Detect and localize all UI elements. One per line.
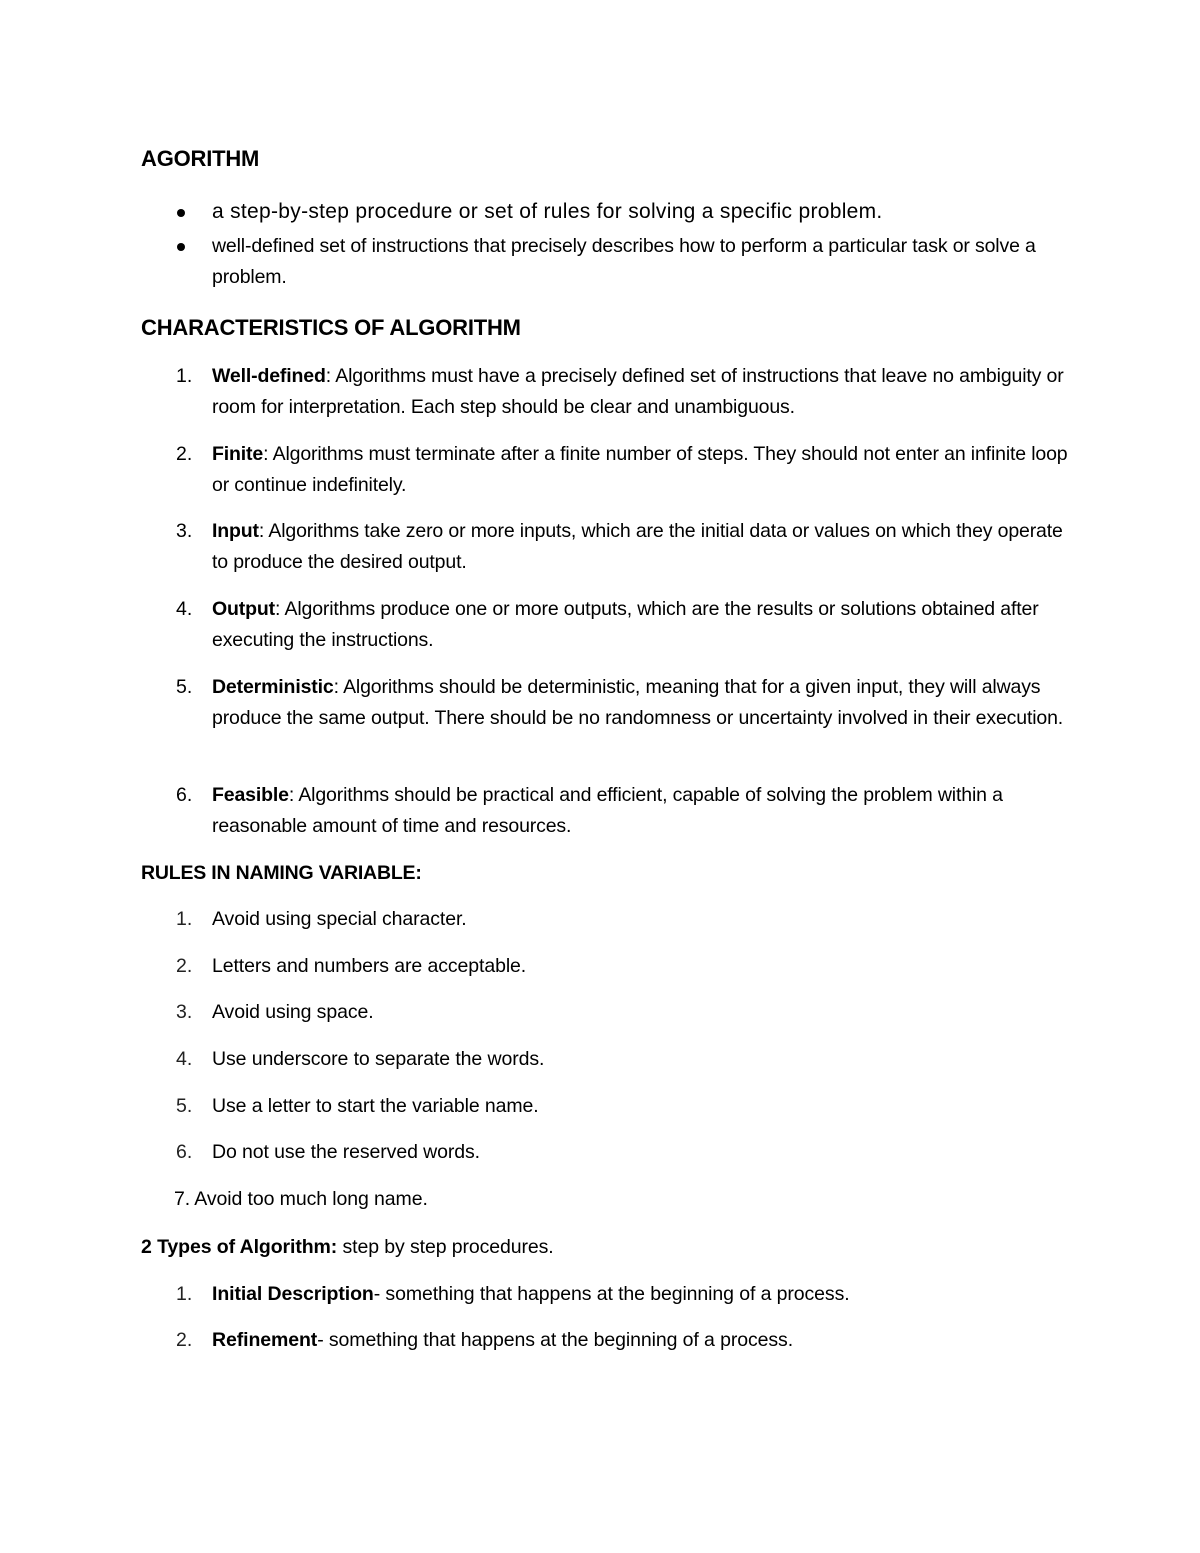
term-separator: : xyxy=(333,676,339,698)
list-number: 2. xyxy=(176,443,193,465)
term-separator: : xyxy=(288,784,295,806)
characteristic-item xyxy=(212,516,1072,578)
term-separator: : xyxy=(275,598,281,620)
list-number: 1. xyxy=(176,365,193,387)
list-number: 2. xyxy=(176,1329,193,1351)
list-number: 5. xyxy=(176,676,193,698)
types-heading-rest: step by step procedures. xyxy=(337,1236,554,1258)
term-label: Input xyxy=(212,520,259,542)
term-separator: : xyxy=(325,365,332,387)
term-separator: : xyxy=(263,443,269,465)
types-heading-bold: 2 Types of Algorithm: xyxy=(141,1236,338,1258)
characteristic-item xyxy=(212,361,1072,423)
naming-rule-item: Avoid using space. xyxy=(212,1001,374,1023)
term-description: Algorithms must terminate after a finite number of steps. They should not enter an infinite loop or continue indefinitely. xyxy=(212,443,1068,496)
list-number: 6. xyxy=(176,784,193,806)
type-description: - something that happens at the beginning of a process. xyxy=(317,1329,794,1351)
algorithm-type-item xyxy=(212,1325,793,1356)
characteristic-item xyxy=(212,672,1072,734)
list-number: 1. xyxy=(176,1283,193,1305)
characteristic-item xyxy=(212,439,1072,501)
term-description: Algorithms should be deterministic, meaning that for a given input, they will always produce the same output. There should be no randomness or uncertainty involved in their execution. xyxy=(212,676,1064,729)
list-number: 1. xyxy=(176,908,193,930)
types-of-algorithm-heading xyxy=(141,1232,554,1263)
bullet-text-1: a step-by-step procedure or set of rules for solving a specific problem. xyxy=(212,200,883,223)
list-number: 3. xyxy=(176,1001,193,1023)
bullet-icon xyxy=(177,243,185,251)
term-description: Algorithms should be practical and efficient, capable of solving the problem within a reasonable amount of time and resources. xyxy=(212,784,1003,837)
characteristic-item xyxy=(212,780,1072,842)
naming-rule-item: Use a letter to start the variable name. xyxy=(212,1095,539,1117)
term-label: Feasible xyxy=(212,784,289,806)
term-description: Algorithms take zero or more inputs, which are the initial data or values on which they operate to produce the desired output. xyxy=(212,520,1063,573)
term-description: Algorithms must have a precisely defined set of instructions that leave no ambiguity or room for interpretation. Each step should be clear and unambiguous. xyxy=(212,365,1064,418)
type-term: Initial Description xyxy=(212,1283,374,1305)
heading-algorithm: AGORITHM xyxy=(141,146,260,171)
term-separator: : xyxy=(258,520,265,542)
term-label: Deterministic xyxy=(212,676,334,698)
naming-rule-extra: 7. Avoid too much long name. xyxy=(174,1188,428,1210)
term-label: Finite xyxy=(212,443,264,465)
list-number: 6. xyxy=(176,1141,193,1163)
bullet-text-2: well-defined set of instructions that precisely describes how to perform a particular task or solve a problem. xyxy=(212,235,1036,288)
type-term: Refinement xyxy=(212,1329,318,1351)
naming-rule-item: Do not use the reserved words. xyxy=(212,1141,480,1163)
type-description: - something that happens at the beginning of a process. xyxy=(373,1283,850,1305)
naming-rule-item: Use underscore to separate the words. xyxy=(212,1048,545,1070)
term-label: Output xyxy=(212,598,275,620)
list-number: 4. xyxy=(176,1048,193,1070)
bullet-icon xyxy=(177,209,185,217)
algorithm-type-item xyxy=(212,1279,850,1310)
naming-rule-item: Letters and numbers are acceptable. xyxy=(212,955,527,977)
list-number: 4. xyxy=(176,598,193,620)
naming-rule-item: Avoid using special character. xyxy=(212,908,467,930)
heading-characteristics: CHARACTERISTICS OF ALGORITHM xyxy=(141,315,521,340)
list-number: 5. xyxy=(176,1095,193,1117)
heading-naming-rules: RULES IN NAMING VARIABLE: xyxy=(141,862,422,884)
term-label: Well-defined xyxy=(212,365,326,387)
list-number: 2. xyxy=(176,955,193,977)
characteristic-item xyxy=(212,594,1072,656)
list-number: 3. xyxy=(176,520,193,542)
term-description: Algorithms produce one or more outputs, which are the results or solutions obtained after executing the instructions. xyxy=(212,598,1039,651)
